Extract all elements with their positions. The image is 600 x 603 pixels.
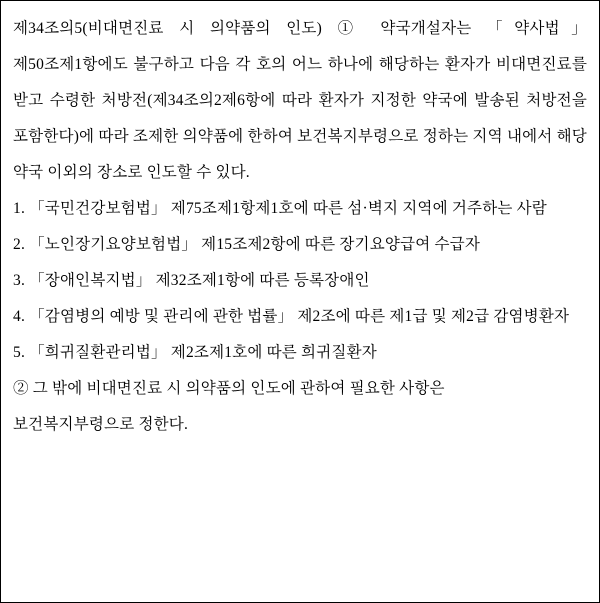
list-item-marker: 5. <box>13 344 26 361</box>
list-item-text: 「희귀질환관리법」 제2조제1호에 따른 희귀질환자 <box>29 344 377 361</box>
list-item-marker: 4. <box>13 308 26 325</box>
list-item-text: 「노인장기요양보험법」 제15조제2항에 따른 장기요양급여 수급자 <box>29 236 480 253</box>
list-item-marker: 3. <box>13 272 26 289</box>
list-item-text: 「감염병의 예방 및 관리에 관한 법률」 제2조에 따른 제1급 및 제2급 감염병환자 <box>29 308 570 325</box>
article-paragraph: 제34조의5(비대면진료 시 의약품의 인도) ① 약국개설자는 「약사법」 제50조제1항에도 불구하고 다음 각 호의 어느 하나에 해당하는 환자가 비대면진료를 받고 수령한 처방전(제34조의2제6항에 따라 환자가 지정한 약국에 발송된 처방전을 포함한다)에 따라 조제한 의약품에 한하여 보건복지부령으로 정하는 지역 내에서 해당 약국 이외의 장소로 인도할 수 있다. <box>13 20 587 181</box>
clause-list <box>13 191 587 371</box>
list-item-text: 「장애인복지법」 제32조제1항에 따른 등록장애인 <box>29 272 370 289</box>
list-item <box>13 299 587 335</box>
list-item <box>13 263 587 299</box>
list-item-text: 「국민건강보험법」 제75조제1항제1호에 따른 섬·벽지 지역에 거주하는 사람 <box>29 200 547 217</box>
list-item-marker: 2. <box>13 236 26 253</box>
closing-paragraph-line-1: ② 그 밖에 비대면진료 시 의약품의 인도에 관하여 필요한 사항은 <box>13 380 445 397</box>
list-item-marker: 1. <box>13 200 26 217</box>
list-item <box>13 191 587 227</box>
list-item <box>13 335 587 371</box>
closing-paragraph-line-2: 보건복지부령으로 정한다. <box>13 416 189 433</box>
list-item <box>13 227 587 263</box>
